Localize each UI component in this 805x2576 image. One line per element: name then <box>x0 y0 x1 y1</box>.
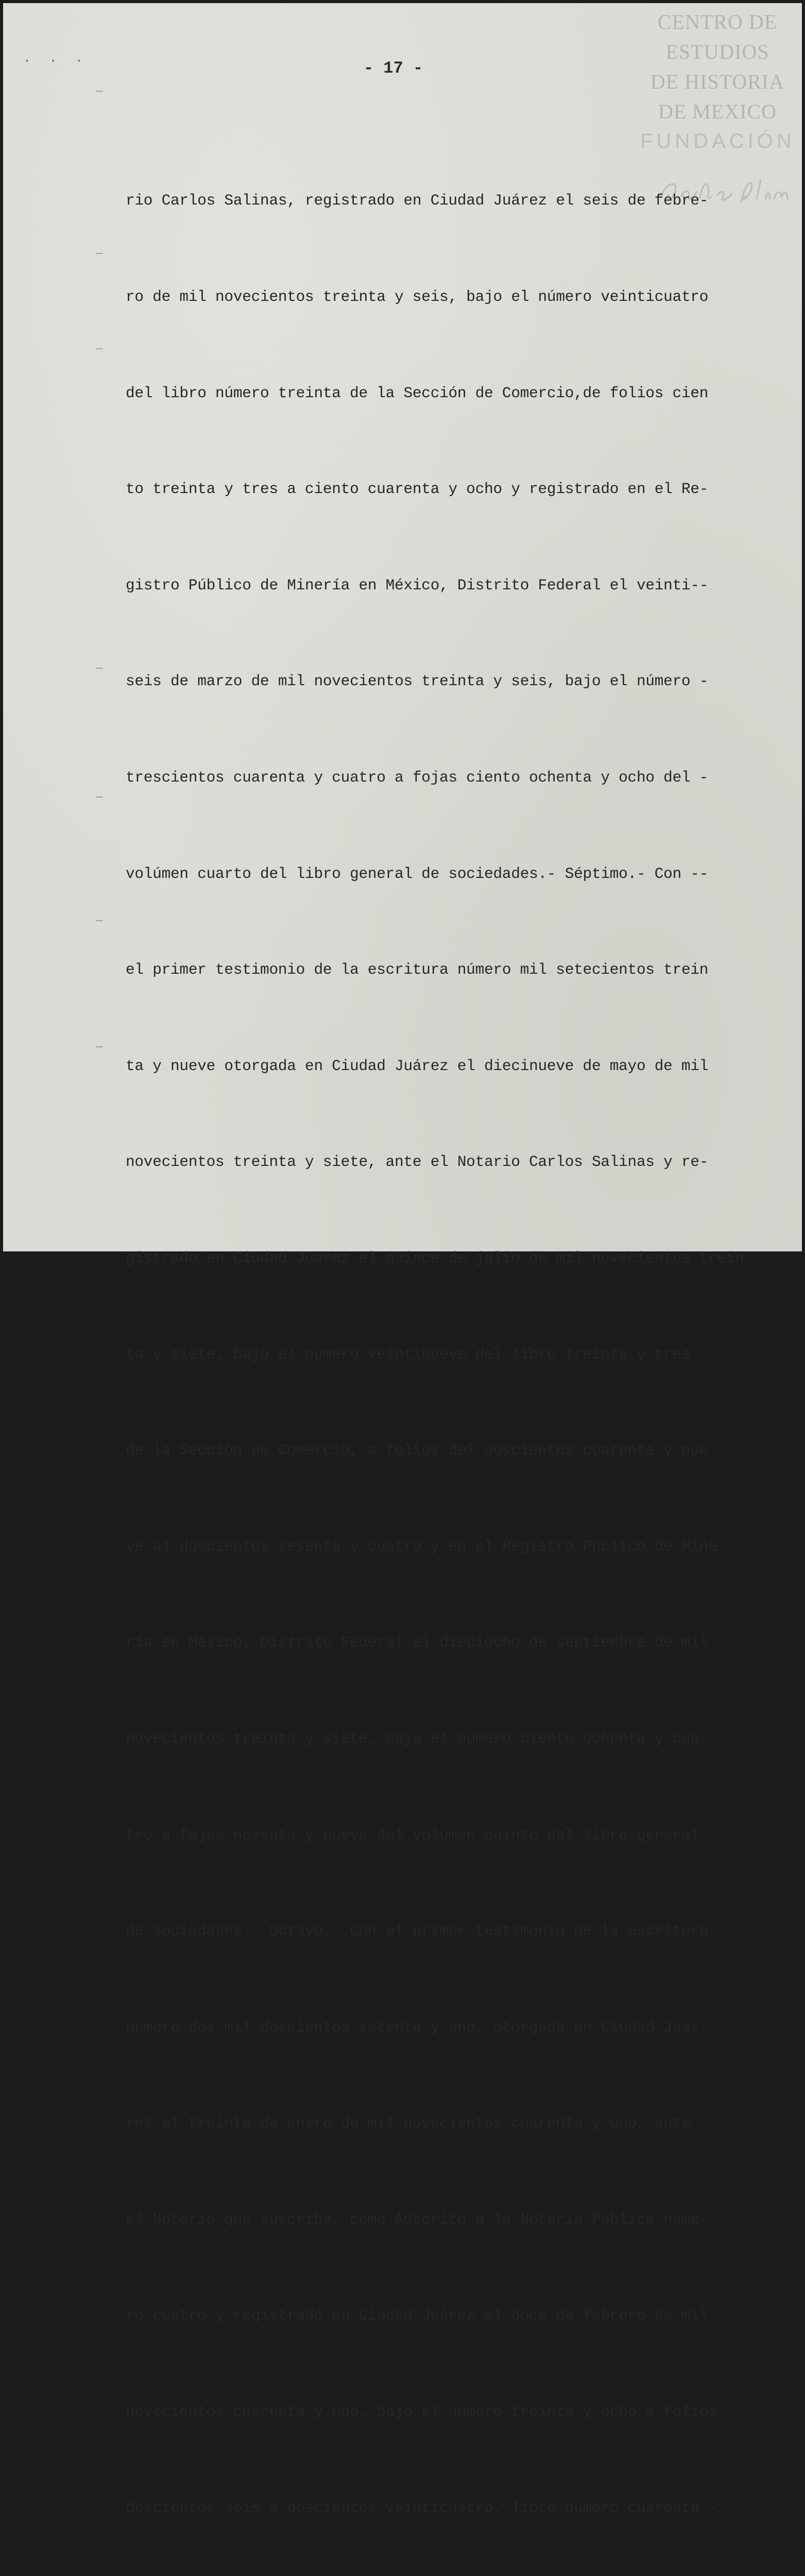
document-body <box>126 121 780 2576</box>
margin-mark <box>96 920 103 921</box>
text-line: número dos mil doscientos setenta y uno, otorgada en Ciudad Juá-- <box>126 2018 709 2036</box>
text-line: gistro Público de Minería en México, Distrito Federal el veinti-- <box>126 576 709 594</box>
text-line: del libro número treinta de la Sección de Comercio,de folios cien <box>126 384 709 402</box>
margin-mark <box>96 253 103 254</box>
text-line: el Notario que suscribe, como Adscrito a la Notaria Pública núme- <box>126 2210 709 2228</box>
text-line: gistrado en Ciudad Juárez el quince de julio de mil novecientos trein <box>126 1249 744 1267</box>
text-line: tro a fojas noventa y nueve del volúmen quinto del libro general <box>126 1826 699 1844</box>
margin-mark <box>96 91 103 92</box>
watermark-line: DE MEXICO <box>658 100 777 123</box>
text-line: ría en México, Distrito Federal el dieciocho de septiembre de mil <box>126 1634 709 1652</box>
corner-marks: · · · <box>24 55 89 67</box>
text-line: volúmen cuarto del libro general de sociedades.- Séptimo.- Con -- <box>126 865 709 883</box>
watermark-line: CENTRO DE <box>657 10 778 33</box>
document-page <box>3 3 802 2517</box>
text-line: de sociedades.- Octavo.- Con el primer testimonio de la escritura <box>126 1922 709 1940</box>
text-line: ro de mil novecientos treinta y seis, bajo el número veinticuatro <box>126 288 709 306</box>
margin-mark <box>96 348 103 349</box>
text-line: de la Sección de Comercio, a folios del doscientos cuarenta y nue <box>126 1442 709 1460</box>
text-line: novecientos cuarenta y uno, bajo el número treinta y ocho a folios <box>126 2403 717 2421</box>
text-line: to treinta y tres a ciento cuarenta y ocho y registrado en el Re- <box>126 480 709 498</box>
margin-mark <box>96 796 103 798</box>
margin-mark <box>96 668 103 669</box>
text-line: seis de marzo de mil novecientos treinta y seis, bajo el número - <box>126 672 709 690</box>
text-line: rio Carlos Salinas, registrado en Ciudad Juárez el seis de febre- <box>126 192 709 210</box>
text-line: novecientos treinta y siete, bajo el número ciento ochenta y cua- <box>126 1730 709 1748</box>
watermark-fundacion: FUNDACIÓN <box>640 130 795 152</box>
text-line: ve al doscientos sesenta y cuatro y en el Registro Público de Mine <box>126 1537 717 1555</box>
text-line: ro cuatro y registrado en Ciudad Juárez el doce de febrero de mil <box>126 2307 709 2325</box>
watermark-line: ESTUDIOS <box>665 40 769 63</box>
text-line: doscientos seis a doscientos veinticuatro, libro número cuarenta - <box>126 2499 717 2517</box>
watermark-line: DE HISTORIA <box>650 70 785 93</box>
text-line: ta y nueve otorgada en Ciudad Juárez el diecinueve de mayo de mil <box>126 1057 709 1075</box>
text-line: trescientos cuarenta y cuatro a fojas ciento ochenta y ocho del - <box>126 768 709 786</box>
page-number: - 17 - <box>364 59 423 78</box>
text-line: el primer testimonio de la escritura número mil setecientos trein <box>126 961 709 979</box>
text-line: ta y siete, bajo el número veintinueve del libro treinta y tres - <box>126 1345 709 1363</box>
text-line: novecientos treinta y siete, ante el Notario Carlos Salinas y re- <box>126 1153 709 1171</box>
text-line: rez el treinta de enero de mil novecientos cuarenta y uno, ante - <box>126 2114 709 2132</box>
margin-mark <box>96 1046 103 1047</box>
